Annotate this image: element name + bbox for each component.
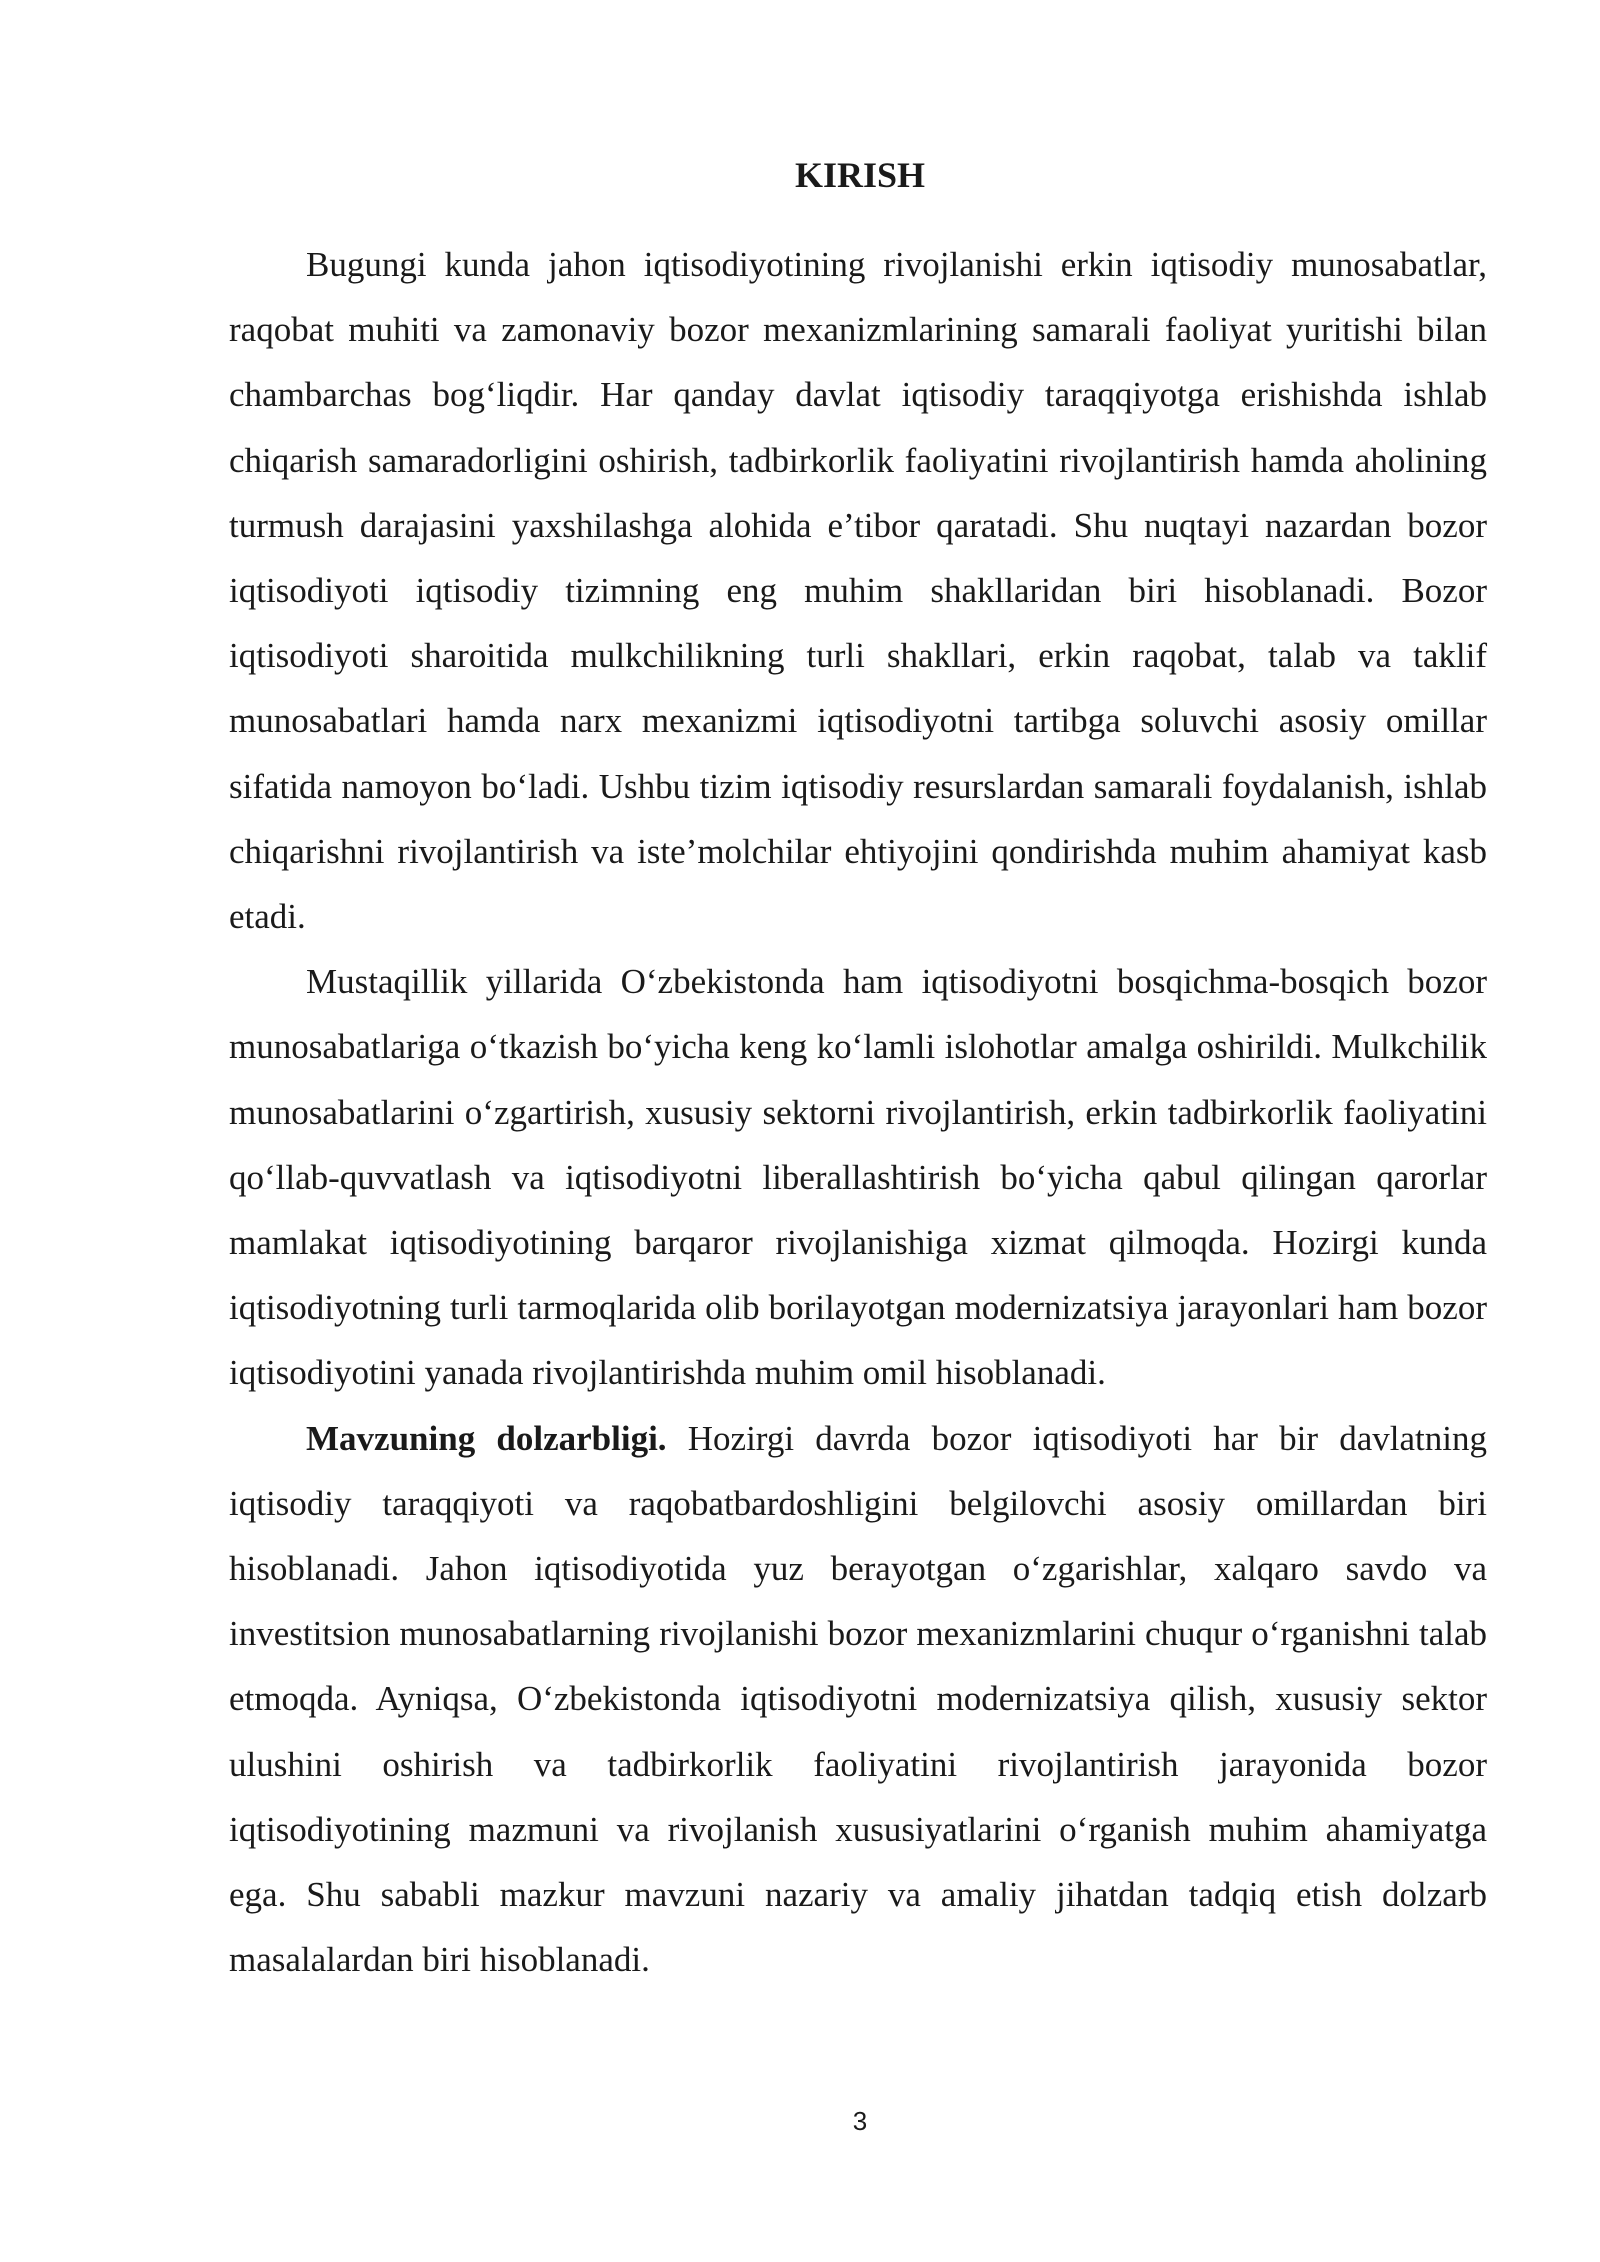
paragraph-text: Hozirgi davrda bozor iqtisodiyoti har bir davlatning iqtisodiy taraqqiyoti va raqobatbardoshligini belgilovchi asosiy omillardan biri hisoblanadi. Jahon iqtisodiyotida yuz berayotgan o‘zgarishlar, xalqaro savdo va investitsion munosabatlarning rivojlanishi bozor mexanizmlarini chuqur o‘rganishni talab etmoqda. Ayniqsa, O‘zbekistonda iqtisodiyotni modernizatsiya qilish, xususiy sektor ulushini oshirish va tadbirkorlik faoliyatini rivojlantirish jarayonida bozor iqtisodiyotining mazmuni va rivojlanish xususiyatlarini o‘rganish muhim ahamiyatga ega. Shu sababli mazkur mavzuni nazariy va amaliy jihatdan tadqiq etish dolzarb masalalardan biri hisoblanadi. [229,1418,1487,1980]
paragraph-relevance [229,1406,1487,1993]
paragraph-independence [229,949,1487,1405]
paragraph-text: Mustaqillik yillarida O‘zbekistonda ham iqtisodiyotni bosqichma-bosqich bozor munosabatlariga o‘tkazish bo‘yicha keng ko‘lamli islohotlar amalga oshirildi. Mulkchilik munosabatlarini o‘zgartirish, xususiy sektorni rivojlantirish, erkin tadbirkorlik faoliyatini qo‘llab-quvvatlash va iqtisodiyotni liberallashtirish bo‘yicha qabul qilingan qarorlar mamlakat iqtisodiyotining barqaror rivojlanishiga xizmat qilmoqda. Hozirgi kunda iqtisodiyotning turli tarmoqlarida olib borilayotgan modernizatsiya jarayonlari ham bozor iqtisodiyotini yanada rivojlantirishda muhim omil hisoblanadi. [229,962,1487,1393]
paragraph-lead-heading: Mavzuning dolzarbligi. [306,1418,667,1458]
paragraph-text: Bugungi kunda jahon iqtisodiyotining rivojlanishi erkin iqtisodiy munosabatlar, raqobat muhiti va zamonaviy bozor mexanizmlarining samarali faoliyat yuritishi bilan chambarchas bog‘liqdir. Har qanday davlat iqtisodiy taraqqiyotga erishishda ishlab chiqarish samaradorligini oshirish, tadbirkorlik faoliyatini rivojlantirish hamda aholining turmush darajasini yaxshilashga alohida e’tibor qaratadi. Shu nuqtayi nazardan bozor iqtisodiyoti iqtisodiy tizimning eng muhim shakllaridan biri hisoblanadi. Bozor iqtisodiyoti sharoitida mulkchilikning turli shakllari, erkin raqobat, talab va taklif munosabatlari hamda narx mexanizmi iqtisodiyotni tartibga soluvchi asosiy omillar sifatida namoyon bo‘ladi. Ushbu tizim iqtisodiy resurslardan samarali foydalanish, ishlab chiqarishni rivojlantirish va iste’molchilar ehtiyojini qondirishda muhim ahamiyat kasb etadi. [229,245,1487,937]
paragraph-intro [229,232,1487,949]
page-title: KIRISH [794,155,926,195]
page-number: 3 [852,2106,868,2136]
body-text [229,232,1487,1992]
